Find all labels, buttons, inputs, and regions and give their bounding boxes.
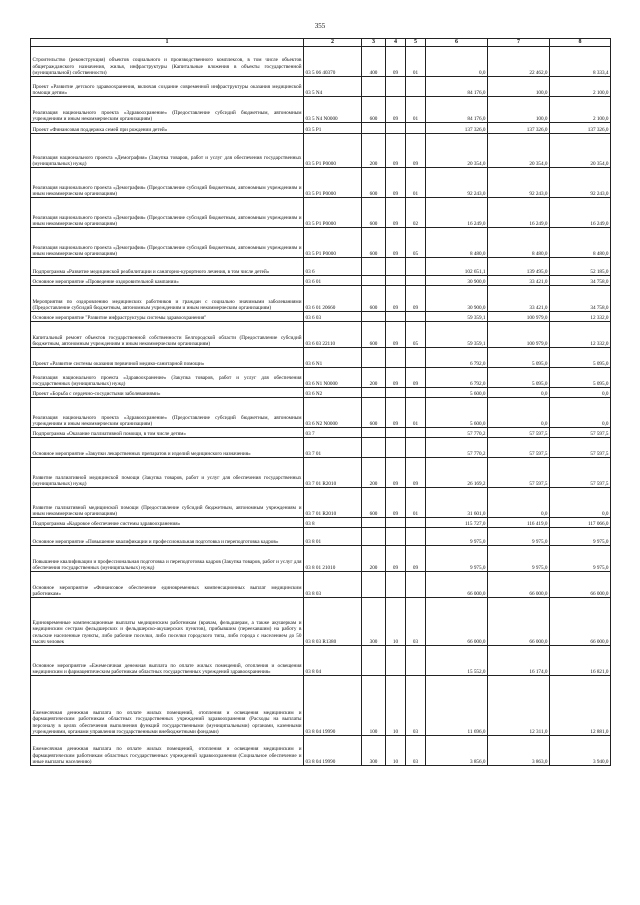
- row-name-cell: Основное мероприятие «Закупки лекарственных препаратов и изделий медицинского назначения»: [31, 438, 304, 458]
- column-header: 5: [406, 39, 426, 47]
- row-expense-type-cell: [362, 276, 386, 286]
- table-row: [31, 528, 611, 546]
- row-year2-amount-cell: 9 975,0: [488, 528, 550, 546]
- row-subsection-cell: [406, 388, 426, 398]
- row-code-cell: 03 6 N1: [304, 348, 362, 368]
- row-year2-amount-cell: 5 095,0: [488, 368, 550, 388]
- row-year2-amount-cell: 3 863,0: [488, 736, 550, 766]
- row-subsection-cell: 01: [406, 168, 426, 198]
- row-subsection-cell: 09: [406, 458, 426, 488]
- column-header: 7: [488, 39, 550, 47]
- row-name-cell: Реализация национального проекта «Демография» (Предоставление субсидий бюджетным, автономным учреждениям и иным некоммерческим организациям): [31, 228, 304, 258]
- row-year2-amount-cell: 100 979,0: [488, 312, 550, 322]
- row-year2-amount-cell: 0,0: [488, 398, 550, 428]
- row-section-cell: [386, 528, 406, 546]
- row-section-cell: [386, 258, 406, 276]
- row-expense-type-cell: 600: [362, 198, 386, 228]
- table-row: [31, 458, 611, 488]
- row-expense-type-cell: [362, 123, 386, 134]
- row-code-cell: 03 6 03: [304, 312, 362, 322]
- row-section-cell: 09: [386, 286, 406, 312]
- row-year3-amount-cell: 57 597,5: [550, 458, 611, 488]
- row-subsection-cell: 01: [406, 488, 426, 518]
- row-expense-type-cell: 200: [362, 546, 386, 572]
- row-year2-amount-cell: 16 249,0: [488, 198, 550, 228]
- row-name-cell: Мероприятия по оздоровлению медицинских работников и граждан с социально значимыми заболеваниями (Предоставление субсидий бюджетным, автономным учреждениям и иным некоммерческим организациям): [31, 286, 304, 312]
- row-subsection-cell: 09: [406, 368, 426, 388]
- row-code-cell: 03 8 03 R1380: [304, 598, 362, 646]
- row-year2-amount-cell: 22 462,0: [488, 47, 550, 77]
- row-year1-amount-cell: 5 600,0: [426, 398, 488, 428]
- row-year2-amount-cell: 57 597,5: [488, 428, 550, 438]
- row-year1-amount-cell: 102 651,1: [426, 258, 488, 276]
- row-year2-amount-cell: 16 174,0: [488, 646, 550, 676]
- row-year3-amount-cell: 0,0: [550, 388, 611, 398]
- row-year2-amount-cell: 57 597,5: [488, 458, 550, 488]
- row-year3-amount-cell: 34 758,0: [550, 286, 611, 312]
- row-subsection-cell: 09: [406, 286, 426, 312]
- row-subsection-cell: [406, 276, 426, 286]
- row-year3-amount-cell: 3 940,0: [550, 736, 611, 766]
- row-name-cell: Основное мероприятие «Ежемесячная денежная выплата по оплате жилых помещений, отопления и освещения медицинским и фармацевтическим работникам областных государственных учреждений здравоохранения»: [31, 646, 304, 676]
- row-year1-amount-cell: 15 552,0: [426, 646, 488, 676]
- row-year1-amount-cell: 84 176,0: [426, 97, 488, 123]
- row-code-cell: 03 7 01 R2010: [304, 488, 362, 518]
- row-section-cell: [386, 348, 406, 368]
- row-subsection-cell: 05: [406, 322, 426, 348]
- row-subsection-cell: 05: [406, 228, 426, 258]
- row-year3-amount-cell: 57 597,5: [550, 438, 611, 458]
- row-code-cell: 03 6 03 22110: [304, 322, 362, 348]
- row-year3-amount-cell: 12 332,0: [550, 312, 611, 322]
- row-expense-type-cell: [362, 388, 386, 398]
- table-row: [31, 123, 611, 134]
- row-subsection-cell: 09: [406, 546, 426, 572]
- row-expense-type-cell: 200: [362, 134, 386, 168]
- row-expense-type-cell: 300: [362, 736, 386, 766]
- row-year3-amount-cell: 2 100,0: [550, 77, 611, 97]
- row-year2-amount-cell: 137 326,0: [488, 123, 550, 134]
- row-expense-type-cell: 600: [362, 322, 386, 348]
- row-section-cell: 09: [386, 198, 406, 228]
- table-row: [31, 646, 611, 676]
- row-section-cell: 09: [386, 398, 406, 428]
- row-section-cell: 09: [386, 97, 406, 123]
- table-row: [31, 286, 611, 312]
- row-section-cell: [386, 438, 406, 458]
- table-row: [31, 228, 611, 258]
- row-year2-amount-cell: 57 597,5: [488, 438, 550, 458]
- table-row: [31, 428, 611, 438]
- row-year3-amount-cell: 2 100,0: [550, 97, 611, 123]
- row-year1-amount-cell: 30 900,0: [426, 286, 488, 312]
- row-subsection-cell: 03: [406, 736, 426, 766]
- row-name-cell: Повышение квалификации и профессиональная подготовка и переподготовка кадров (Закупка товаров, работ и услуг для обеспечения государственных (муниципальных) нужд): [31, 546, 304, 572]
- row-name-cell: Проект «Финансовая поддержка семей при рождении детей»: [31, 123, 304, 134]
- row-expense-type-cell: 200: [362, 368, 386, 388]
- row-code-cell: 03 6 N2 N0000: [304, 398, 362, 428]
- row-expense-type-cell: [362, 528, 386, 546]
- row-year1-amount-cell: 59 359,1: [426, 322, 488, 348]
- row-year1-amount-cell: 66 000,0: [426, 598, 488, 646]
- row-expense-type-cell: [362, 572, 386, 598]
- row-code-cell: 03 6 01 20660: [304, 286, 362, 312]
- table-row: [31, 398, 611, 428]
- row-expense-type-cell: [362, 258, 386, 276]
- table-row: [31, 258, 611, 276]
- row-subsection-cell: 01: [406, 47, 426, 77]
- row-code-cell: 03 6 N2: [304, 388, 362, 398]
- column-header: 6: [426, 39, 488, 47]
- row-year1-amount-cell: 20 354,0: [426, 134, 488, 168]
- row-section-cell: 10: [386, 736, 406, 766]
- row-year2-amount-cell: 92 243,0: [488, 168, 550, 198]
- row-code-cell: 03 5 P1 P0000: [304, 168, 362, 198]
- table-row: [31, 488, 611, 518]
- row-year2-amount-cell: 12 311,0: [488, 676, 550, 736]
- row-expense-type-cell: 600: [362, 97, 386, 123]
- row-name-cell: Реализация национального проекта «Демография» (Предоставление субсидий бюджетным, автономным учреждениям и иным некоммерческим организациям): [31, 198, 304, 228]
- column-header: 8: [550, 39, 611, 47]
- row-year1-amount-cell: 26 169,2: [426, 458, 488, 488]
- row-name-cell: Реализация национального проекта «Здравоохранение» (Закупка товаров, работ и услуг для обеспечения государственных (муниципальных) нужд): [31, 368, 304, 388]
- table-row: [31, 388, 611, 398]
- row-code-cell: 03 5 P1: [304, 123, 362, 134]
- row-code-cell: 03 5 P1 P0000: [304, 134, 362, 168]
- row-expense-type-cell: 400: [362, 47, 386, 77]
- row-name-cell: Строительство (реконструкция) объектов социального и производственного комплексов, в том числе объектов общегражданского назначения, жилья, инфраструктуры (Капитальные вложения в объекты государственной (муниципальной) собственности): [31, 47, 304, 77]
- row-year3-amount-cell: 66 000,0: [550, 572, 611, 598]
- row-code-cell: 03 5 P1 P0000: [304, 228, 362, 258]
- row-year2-amount-cell: 0,0: [488, 388, 550, 398]
- row-name-cell: Ежемесячная денежная выплата по оплате жилых помещений, отопления и освещения медицинским и фармацевтическим работникам областных государственных учреждений здравоохранения (Социальное обеспечение и иные выплаты населению): [31, 736, 304, 766]
- row-year1-amount-cell: 59 359,1: [426, 312, 488, 322]
- table-row: [31, 572, 611, 598]
- row-expense-type-cell: 600: [362, 488, 386, 518]
- row-code-cell: 03 7: [304, 428, 362, 438]
- row-year1-amount-cell: 9 975,0: [426, 546, 488, 572]
- row-section-cell: [386, 518, 406, 528]
- row-expense-type-cell: 200: [362, 458, 386, 488]
- row-subsection-cell: 09: [406, 134, 426, 168]
- row-name-cell: Основное мероприятие «Повышение квалификации и профессиональная подготовка и переподготовка кадров»: [31, 528, 304, 546]
- row-code-cell: 03 8 04: [304, 646, 362, 676]
- row-code-cell: 03 8 04 19990: [304, 736, 362, 766]
- row-subsection-cell: [406, 528, 426, 546]
- row-year3-amount-cell: 20 354,0: [550, 134, 611, 168]
- row-name-cell: Развитие паллиативной медицинской помощи (Предоставление субсидий бюджетным, автономным учреждениям и иным некоммерческим организациям): [31, 488, 304, 518]
- row-year2-amount-cell: 116 419,0: [488, 518, 550, 528]
- table-row: [31, 77, 611, 97]
- row-year1-amount-cell: 137 326,0: [426, 123, 488, 134]
- row-code-cell: 03 8: [304, 518, 362, 528]
- row-name-cell: Капитальный ремонт объектов государственной собственности Белгородской области (Предоставление субсидий бюджетным, автономным учреждениям и иным некоммерческим организациям): [31, 322, 304, 348]
- row-code-cell: 03 5 N4: [304, 77, 362, 97]
- row-year3-amount-cell: 137 326,0: [550, 123, 611, 134]
- row-expense-type-cell: 100: [362, 676, 386, 736]
- column-header: 1: [31, 39, 304, 47]
- row-expense-type-cell: 600: [362, 168, 386, 198]
- row-name-cell: Ежемесячная денежная выплата по оплате жилых помещений, отопления и освещения медицинским и фармацевтическим работникам областных государственных учреждений здравоохранения (Расходы на выплаты персоналу в целях обеспечения выполнения функций государственными (муниципальными) органами, казенными учреждениями, органами управления государственными внебюджетными фондами): [31, 676, 304, 736]
- row-year1-amount-cell: 57 770,2: [426, 428, 488, 438]
- row-year2-amount-cell: 33 421,0: [488, 286, 550, 312]
- row-subsection-cell: [406, 312, 426, 322]
- row-section-cell: 09: [386, 458, 406, 488]
- row-section-cell: [386, 312, 406, 322]
- row-year3-amount-cell: 9 975,0: [550, 546, 611, 572]
- row-year2-amount-cell: 9 975,0: [488, 546, 550, 572]
- row-section-cell: [386, 428, 406, 438]
- row-section-cell: [386, 646, 406, 676]
- row-expense-type-cell: [362, 518, 386, 528]
- row-code-cell: 03 6: [304, 258, 362, 276]
- row-expense-type-cell: [362, 646, 386, 676]
- row-year3-amount-cell: 5 095,0: [550, 368, 611, 388]
- row-year3-amount-cell: 57 597,5: [550, 428, 611, 438]
- row-year1-amount-cell: 84 176,0: [426, 77, 488, 97]
- row-name-cell: Основное мероприятие «Проведение оздоровительной кампании»: [31, 276, 304, 286]
- row-year2-amount-cell: 100 979,0: [488, 322, 550, 348]
- row-subsection-cell: [406, 258, 426, 276]
- row-year1-amount-cell: 92 243,0: [426, 168, 488, 198]
- row-year1-amount-cell: 16 249,0: [426, 198, 488, 228]
- row-name-cell: Проект «Борьба с сердечно-сосудистыми заболеваниями»: [31, 388, 304, 398]
- row-subsection-cell: [406, 123, 426, 134]
- table-row: [31, 348, 611, 368]
- header-row: [31, 39, 611, 47]
- row-year1-amount-cell: 0,0: [426, 47, 488, 77]
- row-section-cell: [386, 123, 406, 134]
- row-code-cell: 03 6 01: [304, 276, 362, 286]
- row-code-cell: 03 8 04 19990: [304, 676, 362, 736]
- row-expense-type-cell: 600: [362, 398, 386, 428]
- row-year1-amount-cell: 66 000,0: [426, 572, 488, 598]
- row-section-cell: 09: [386, 168, 406, 198]
- row-year3-amount-cell: 0,0: [550, 398, 611, 428]
- row-year2-amount-cell: 0,0: [488, 488, 550, 518]
- row-name-cell: Подпрограмма «Кадровое обеспечение системы здравоохранения»: [31, 518, 304, 528]
- row-year3-amount-cell: 8 480,0: [550, 228, 611, 258]
- row-year3-amount-cell: 92 243,0: [550, 168, 611, 198]
- row-year1-amount-cell: 8 480,0: [426, 228, 488, 258]
- row-year1-amount-cell: 57 770,2: [426, 438, 488, 458]
- row-subsection-cell: 01: [406, 97, 426, 123]
- page-number: 355: [314, 22, 326, 30]
- row-section-cell: [386, 388, 406, 398]
- row-expense-type-cell: [362, 312, 386, 322]
- row-section-cell: 10: [386, 676, 406, 736]
- row-code-cell: 03 5 P1 P0000: [304, 198, 362, 228]
- row-year1-amount-cell: 31 601,0: [426, 488, 488, 518]
- row-year2-amount-cell: 20 354,0: [488, 134, 550, 168]
- row-name-cell: Основное мероприятие "Развитие инфраструктуры системы здравоохранения": [31, 312, 304, 322]
- row-year2-amount-cell: 100,0: [488, 97, 550, 123]
- row-subsection-cell: [406, 428, 426, 438]
- row-year2-amount-cell: 139 495,0: [488, 258, 550, 276]
- row-year3-amount-cell: 12 332,0: [550, 322, 611, 348]
- budget-table: [30, 38, 611, 766]
- row-year3-amount-cell: 117 066,0: [550, 518, 611, 528]
- row-year3-amount-cell: 34 758,0: [550, 276, 611, 286]
- table-row: [31, 276, 611, 286]
- row-code-cell: 03 5 N4 N0000: [304, 97, 362, 123]
- row-code-cell: 03 8 01 21010: [304, 546, 362, 572]
- row-subsection-cell: 03: [406, 676, 426, 736]
- row-year2-amount-cell: 100,0: [488, 77, 550, 97]
- table-row: [31, 198, 611, 228]
- table-row: [31, 168, 611, 198]
- row-subsection-cell: [406, 77, 426, 97]
- row-name-cell: Реализация национального проекта «Демография» (Закупка товаров, работ и услуг для обеспечения государственных (муниципальных) нужд): [31, 134, 304, 168]
- row-year1-amount-cell: 9 975,0: [426, 528, 488, 546]
- row-year1-amount-cell: 3 856,0: [426, 736, 488, 766]
- row-year3-amount-cell: 52 185,0: [550, 258, 611, 276]
- row-expense-type-cell: 300: [362, 598, 386, 646]
- row-year3-amount-cell: 0,0: [550, 488, 611, 518]
- row-name-cell: Развитие паллиативной медицинской помощи (Закупка товаров, работ и услуг для обеспечения государственных (муниципальных) нужд): [31, 458, 304, 488]
- row-year1-amount-cell: 6 792,0: [426, 368, 488, 388]
- table-row: [31, 368, 611, 388]
- table-row: [31, 546, 611, 572]
- table-row: [31, 47, 611, 77]
- row-subsection-cell: [406, 646, 426, 676]
- row-name-cell: Единовременные компенсационные выплаты медицинским работникам (врачам, фельдшерам, а также акушеркам и медицинским сестрам фельдшерских и фельдшерско-акушерских пунктов), прибывшим (переехавшим) на работу в сельские населенные пункты, либо рабочие поселки, либо поселки городского типа, либо города с населением до 50 тысяч человек: [31, 598, 304, 646]
- row-subsection-cell: 01: [406, 398, 426, 428]
- row-subsection-cell: [406, 348, 426, 368]
- row-year2-amount-cell: 66 000,0: [488, 598, 550, 646]
- row-code-cell: 03 5 06 40370: [304, 47, 362, 77]
- row-name-cell: Подпрограмма «Развитие медицинской реабилитации и санаторно-курортного лечения, в том числе детей»: [31, 258, 304, 276]
- row-section-cell: [386, 572, 406, 598]
- row-year2-amount-cell: 8 480,0: [488, 228, 550, 258]
- row-section-cell: 09: [386, 322, 406, 348]
- row-subsection-cell: [406, 518, 426, 528]
- row-name-cell: Подпрограмма «Оказание паллиативной помощи, в том числе детям»: [31, 428, 304, 438]
- table-row: [31, 134, 611, 168]
- row-expense-type-cell: 600: [362, 286, 386, 312]
- row-year3-amount-cell: 66 000,0: [550, 598, 611, 646]
- row-code-cell: 03 6 N1 N0000: [304, 368, 362, 388]
- row-year1-amount-cell: 5 600,0: [426, 388, 488, 398]
- table-row: [31, 676, 611, 736]
- row-year1-amount-cell: 30 900,0: [426, 276, 488, 286]
- row-year3-amount-cell: 5 095,0: [550, 348, 611, 368]
- row-section-cell: [386, 77, 406, 97]
- row-name-cell: Реализация национального проекта «Демография» (Предоставление субсидий бюджетным, автономным учреждениям и иным некоммерческим организациям): [31, 168, 304, 198]
- row-section-cell: 09: [386, 368, 406, 388]
- row-name-cell: Реализация национального проекта «Здравоохранение» (Предоставление субсидий бюджетным, автономным учреждениям и иным некоммерческим организациям): [31, 398, 304, 428]
- row-year2-amount-cell: 66 000,0: [488, 572, 550, 598]
- row-section-cell: 09: [386, 47, 406, 77]
- row-name-cell: Реализация национального проекта «Здравоохранение» (Предоставление субсидий бюджетным, автономным учреждениям и иным некоммерческим организациям): [31, 97, 304, 123]
- row-year3-amount-cell: 9 975,0: [550, 528, 611, 546]
- row-section-cell: 09: [386, 546, 406, 572]
- row-code-cell: 03 8 03: [304, 572, 362, 598]
- row-year3-amount-cell: 12 881,0: [550, 676, 611, 736]
- row-code-cell: 03 7 01: [304, 438, 362, 458]
- table-row: [31, 312, 611, 322]
- row-subsection-cell: 02: [406, 198, 426, 228]
- table-row: [31, 518, 611, 528]
- row-year2-amount-cell: 5 095,0: [488, 348, 550, 368]
- row-year3-amount-cell: 8 333,4: [550, 47, 611, 77]
- row-name-cell: Проект «Развитие детского здравоохранения, включая создание современной инфраструктуры оказания медицинской помощи детям»: [31, 77, 304, 97]
- row-year3-amount-cell: 16 249,0: [550, 198, 611, 228]
- table-row: [31, 438, 611, 458]
- row-expense-type-cell: [362, 438, 386, 458]
- column-header: 3: [362, 39, 386, 47]
- column-header: 2: [304, 39, 362, 47]
- table-row: [31, 598, 611, 646]
- row-expense-type-cell: [362, 428, 386, 438]
- row-name-cell: Основное мероприятие «Финансовое обеспечение единовременных компенсационных выплат медицинским работникам»: [31, 572, 304, 598]
- table-row: [31, 97, 611, 123]
- row-section-cell: 09: [386, 488, 406, 518]
- row-section-cell: 10: [386, 598, 406, 646]
- row-subsection-cell: 03: [406, 598, 426, 646]
- row-name-cell: Проект «Развитие системы оказания первичной медико-санитарной помощи»: [31, 348, 304, 368]
- table-row: [31, 322, 611, 348]
- row-year2-amount-cell: 33 421,0: [488, 276, 550, 286]
- row-section-cell: 09: [386, 134, 406, 168]
- row-expense-type-cell: 600: [362, 228, 386, 258]
- row-year3-amount-cell: 16 821,0: [550, 646, 611, 676]
- row-section-cell: 09: [386, 228, 406, 258]
- row-subsection-cell: [406, 572, 426, 598]
- row-code-cell: 03 8 01: [304, 528, 362, 546]
- row-code-cell: 03 7 01 R2010: [304, 458, 362, 488]
- row-subsection-cell: [406, 438, 426, 458]
- column-header: 4: [386, 39, 406, 47]
- table-row: [31, 736, 611, 766]
- row-expense-type-cell: [362, 348, 386, 368]
- row-year1-amount-cell: 11 696,0: [426, 676, 488, 736]
- row-section-cell: [386, 276, 406, 286]
- row-year1-amount-cell: 115 727,0: [426, 518, 488, 528]
- row-year1-amount-cell: 6 792,0: [426, 348, 488, 368]
- row-expense-type-cell: [362, 77, 386, 97]
